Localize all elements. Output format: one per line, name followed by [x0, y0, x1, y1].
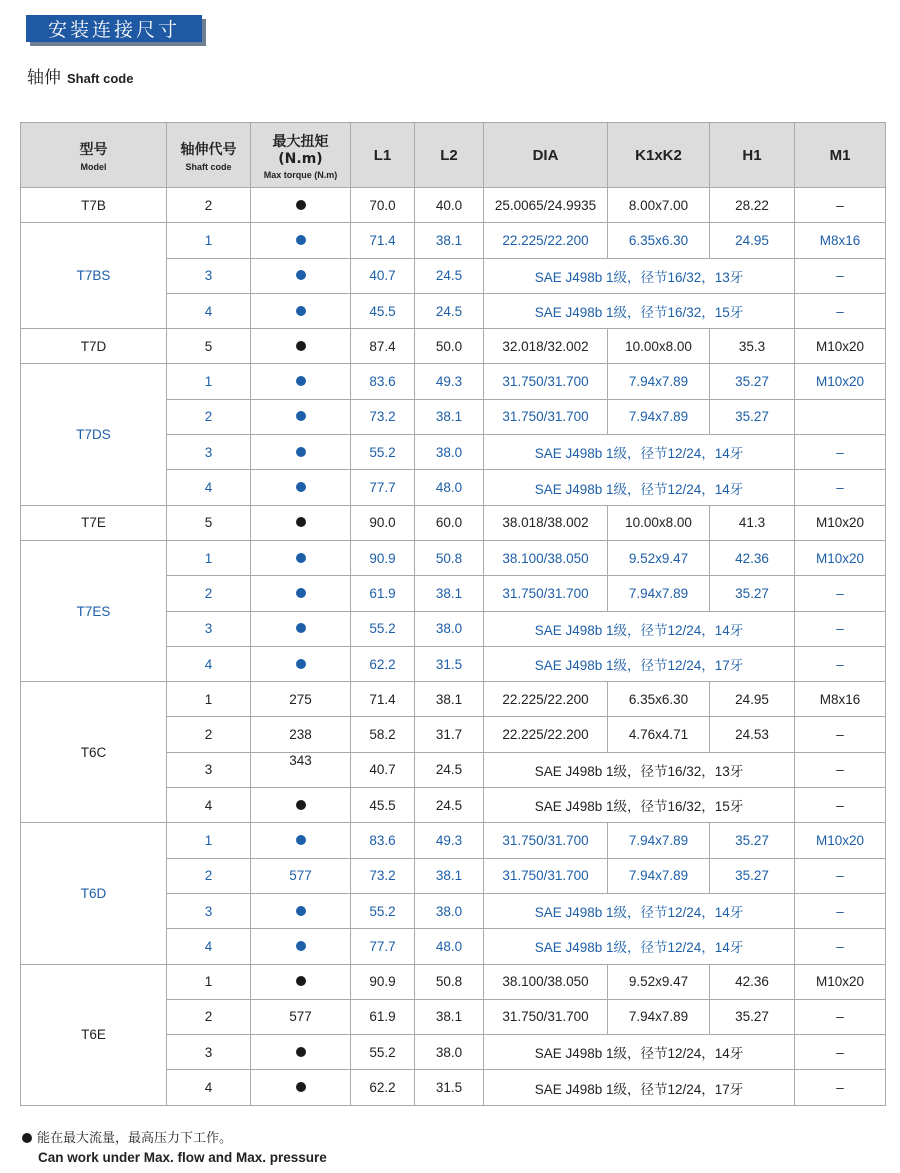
header-dia: DIA: [484, 123, 608, 188]
header-m1: M1: [795, 123, 886, 188]
torque-cell: [251, 999, 351, 1034]
m1-cell: –: [795, 611, 886, 646]
shaft-code-cell: 3: [167, 893, 251, 928]
model-cell: T6E: [21, 964, 167, 1105]
h1-cell: 28.22: [710, 188, 795, 223]
h1-cell: 35.27: [710, 823, 795, 858]
m1-cell: –: [795, 717, 886, 752]
m1-cell: –: [795, 1070, 886, 1105]
k1xk2-cell: 6.35x6.30: [608, 223, 710, 258]
torque-cell: [251, 823, 351, 858]
torque-cell: [251, 364, 351, 399]
dot-icon: [296, 376, 306, 386]
h1-cell: 35.27: [710, 399, 795, 434]
torque-cell: [251, 964, 351, 999]
l1-cell: 90.0: [351, 505, 415, 540]
torque-cell: [251, 576, 351, 611]
dot-icon: [296, 200, 306, 210]
h1-cell: 35.27: [710, 858, 795, 893]
l1-cell: 73.2: [351, 858, 415, 893]
dot-icon: [296, 411, 306, 421]
model-cell: T7BS: [21, 223, 167, 329]
l2-cell: 31.5: [415, 646, 484, 681]
header-row: [21, 123, 886, 188]
k1xk2-cell: 7.94x7.89: [608, 823, 710, 858]
header-h1: H1: [710, 123, 795, 188]
dot-icon: [296, 941, 306, 951]
table-body: [21, 188, 886, 1106]
torque-cell: [251, 505, 351, 540]
header-shaft-code: 轴伸代号 Shaft code: [167, 123, 251, 188]
dia-cell: 31.750/31.700: [484, 823, 608, 858]
l1-cell: 90.9: [351, 540, 415, 575]
dia-cell: 22.225/22.200: [484, 682, 608, 717]
torque-cell: [251, 1070, 351, 1105]
subtitle: [27, 63, 133, 88]
dia-cell: 31.750/31.700: [484, 999, 608, 1034]
shaft-code-cell: 3: [167, 435, 251, 470]
m1-cell: –: [795, 929, 886, 964]
torque-value: 343: [289, 753, 312, 769]
sae-spec-cell: SAE J498b 1级，径节12/24，14牙: [484, 470, 795, 505]
k1xk2-cell: 9.52x9.47: [608, 964, 710, 999]
l1-cell: 40.7: [351, 258, 415, 293]
h1-cell: 35.27: [710, 999, 795, 1034]
m1-cell: M10x20: [795, 823, 886, 858]
m1-cell: M10x20: [795, 540, 886, 575]
l2-cell: 24.5: [415, 752, 484, 787]
dot-icon: [296, 976, 306, 986]
sae-spec-cell: SAE J498b 1级，径节12/24，14牙: [484, 929, 795, 964]
m1-cell: M10x20: [795, 964, 886, 999]
torque-cell: [251, 893, 351, 928]
l2-cell: 24.5: [415, 293, 484, 328]
shaft-code-cell: 2: [167, 188, 251, 223]
l1-cell: 45.5: [351, 788, 415, 823]
header-max-torque: 最大扭矩 (N.m) Max torque (N.m): [251, 123, 351, 188]
k1xk2-cell: 10.00x8.00: [608, 505, 710, 540]
bullet-icon: [22, 1133, 32, 1143]
l1-cell: 77.7: [351, 929, 415, 964]
shaft-code-cell: 2: [167, 576, 251, 611]
torque-cell: [251, 329, 351, 364]
dot-icon: [296, 588, 306, 598]
sae-spec-cell: SAE J498b 1级，径节16/32，15牙: [484, 788, 795, 823]
dot-icon: [296, 270, 306, 280]
h1-cell: 35.27: [710, 576, 795, 611]
dia-cell: 38.100/38.050: [484, 540, 608, 575]
k1xk2-cell: 10.00x8.00: [608, 329, 710, 364]
l1-cell: 61.9: [351, 999, 415, 1034]
k1xk2-cell: 8.00x7.00: [608, 188, 710, 223]
l1-cell: 70.0: [351, 188, 415, 223]
shaft-code-cell: 4: [167, 788, 251, 823]
k1xk2-cell: 7.94x7.89: [608, 999, 710, 1034]
model-cell: T7DS: [21, 364, 167, 505]
dot-icon: [296, 553, 306, 563]
h1-cell: 35.3: [710, 329, 795, 364]
dia-cell: 31.750/31.700: [484, 858, 608, 893]
h1-cell: 41.3: [710, 505, 795, 540]
sae-spec-cell: SAE J498b 1级，径节16/32，15牙: [484, 293, 795, 328]
model-cell: T7ES: [21, 540, 167, 681]
footnote-zh: [22, 1127, 232, 1146]
dot-icon: [296, 341, 306, 351]
m1-cell: –: [795, 858, 886, 893]
dia-cell: 25.0065/24.9935: [484, 188, 608, 223]
l2-cell: 31.5: [415, 1070, 484, 1105]
sae-spec-cell: SAE J498b 1级，径节12/24，14牙: [484, 611, 795, 646]
torque-cell: [251, 470, 351, 505]
m1-cell: –: [795, 752, 886, 787]
header-model: 型号 Model: [21, 123, 167, 188]
k1xk2-cell: 6.35x6.30: [608, 682, 710, 717]
m1-cell: –: [795, 1035, 886, 1070]
dot-icon: [296, 1047, 306, 1057]
l1-cell: 40.7: [351, 752, 415, 787]
l2-cell: 38.1: [415, 576, 484, 611]
header-l2: L2: [415, 123, 484, 188]
k1xk2-cell: 7.94x7.89: [608, 576, 710, 611]
l2-cell: 31.7: [415, 717, 484, 752]
l2-cell: 50.0: [415, 329, 484, 364]
l1-cell: 62.2: [351, 646, 415, 681]
sae-spec-cell: SAE J498b 1级，径节16/32，13牙: [484, 258, 795, 293]
l2-cell: 38.1: [415, 858, 484, 893]
dot-icon: [296, 1082, 306, 1092]
m1-cell: –: [795, 435, 886, 470]
l1-cell: 55.2: [351, 435, 415, 470]
dot-icon: [296, 306, 306, 316]
shaft-dimensions-table: [20, 122, 886, 1106]
shaft-code-cell: 1: [167, 823, 251, 858]
l1-cell: 62.2: [351, 1070, 415, 1105]
torque-cell: [251, 858, 351, 893]
shaft-code-cell: 2: [167, 717, 251, 752]
sae-spec-cell: SAE J498b 1级，径节16/32，13牙: [484, 752, 795, 787]
l1-cell: 87.4: [351, 329, 415, 364]
torque-cell: [251, 293, 351, 328]
shaft-code-cell: 3: [167, 1035, 251, 1070]
table-row: [21, 223, 886, 258]
l2-cell: 38.1: [415, 399, 484, 434]
model-cell: T6C: [21, 682, 167, 823]
table-row: [21, 364, 886, 399]
torque-cell: [251, 646, 351, 681]
l2-cell: 40.0: [415, 188, 484, 223]
h1-cell: 35.27: [710, 364, 795, 399]
shaft-code-cell: 2: [167, 858, 251, 893]
l2-cell: 38.0: [415, 435, 484, 470]
shaft-code-cell: 1: [167, 364, 251, 399]
l2-cell: 60.0: [415, 505, 484, 540]
shaft-code-cell: 4: [167, 646, 251, 681]
shaft-code-cell: 1: [167, 540, 251, 575]
shaft-code-cell: 4: [167, 929, 251, 964]
torque-cell: [251, 788, 351, 823]
l2-cell: 38.1: [415, 682, 484, 717]
dia-cell: 38.018/38.002: [484, 505, 608, 540]
l2-cell: 24.5: [415, 258, 484, 293]
h1-cell: 42.36: [710, 540, 795, 575]
k1xk2-cell: 4.76x4.71: [608, 717, 710, 752]
dia-cell: 31.750/31.700: [484, 364, 608, 399]
table-row: [21, 823, 886, 858]
dia-cell: 31.750/31.700: [484, 399, 608, 434]
table-row: [21, 329, 886, 364]
shaft-code-cell: 5: [167, 329, 251, 364]
l1-cell: 73.2: [351, 399, 415, 434]
m1-cell: –: [795, 576, 886, 611]
shaft-code-cell: 5: [167, 505, 251, 540]
m1-cell: M10x20: [795, 505, 886, 540]
h1-cell: 24.53: [710, 717, 795, 752]
dia-cell: 22.225/22.200: [484, 717, 608, 752]
dia-cell: 31.750/31.700: [484, 576, 608, 611]
sae-spec-cell: SAE J498b 1级，径节12/24，14牙: [484, 1035, 795, 1070]
m1-cell: [795, 399, 886, 434]
dia-cell: 22.225/22.200: [484, 223, 608, 258]
l1-cell: 45.5: [351, 293, 415, 328]
l1-cell: 90.9: [351, 964, 415, 999]
shaft-code-cell: 1: [167, 682, 251, 717]
m1-cell: M8x16: [795, 223, 886, 258]
l2-cell: 38.1: [415, 999, 484, 1034]
shaft-code-cell: 2: [167, 399, 251, 434]
torque-cell: [251, 435, 351, 470]
m1-cell: –: [795, 258, 886, 293]
l1-cell: 55.2: [351, 893, 415, 928]
table-row: [21, 188, 886, 223]
shaft-code-cell: 1: [167, 964, 251, 999]
torque-cell: [251, 399, 351, 434]
l2-cell: 38.0: [415, 1035, 484, 1070]
l2-cell: 50.8: [415, 964, 484, 999]
l1-cell: 83.6: [351, 823, 415, 858]
m1-cell: M10x20: [795, 329, 886, 364]
torque-value: 238: [289, 727, 312, 743]
m1-cell: –: [795, 188, 886, 223]
torque-cell: [251, 258, 351, 293]
m1-cell: –: [795, 293, 886, 328]
torque-value: 275: [289, 691, 312, 707]
k1xk2-cell: 7.94x7.89: [608, 364, 710, 399]
m1-cell: M10x20: [795, 364, 886, 399]
torque-cell: [251, 752, 351, 787]
shaft-code-cell: 3: [167, 752, 251, 787]
h1-cell: 42.36: [710, 964, 795, 999]
sae-spec-cell: SAE J498b 1级，径节12/24，17牙: [484, 1070, 795, 1105]
torque-cell: [251, 1035, 351, 1070]
l2-cell: 38.0: [415, 893, 484, 928]
table-row: [21, 682, 886, 717]
sae-spec-cell: SAE J498b 1级，径节12/24，14牙: [484, 893, 795, 928]
torque-value: 577: [289, 868, 312, 884]
shaft-code-cell: 3: [167, 258, 251, 293]
l2-cell: 48.0: [415, 929, 484, 964]
h1-cell: 24.95: [710, 223, 795, 258]
shaft-code-cell: 4: [167, 293, 251, 328]
dot-icon: [296, 447, 306, 457]
header-k1xk2: K1xK2: [608, 123, 710, 188]
dot-icon: [296, 235, 306, 245]
dia-cell: 38.100/38.050: [484, 964, 608, 999]
l2-cell: 50.8: [415, 540, 484, 575]
dot-icon: [296, 659, 306, 669]
dot-icon: [296, 517, 306, 527]
model-cell: T7D: [21, 329, 167, 364]
dot-icon: [296, 800, 306, 810]
l1-cell: 71.4: [351, 223, 415, 258]
k1xk2-cell: 9.52x9.47: [608, 540, 710, 575]
m1-cell: –: [795, 999, 886, 1034]
shaft-code-cell: 2: [167, 999, 251, 1034]
subtitle-zh: 轴伸: [27, 68, 61, 88]
shaft-code-cell: 4: [167, 470, 251, 505]
dot-icon: [296, 623, 306, 633]
sae-spec-cell: SAE J498b 1级，径节12/24，17牙: [484, 646, 795, 681]
l2-cell: 38.1: [415, 223, 484, 258]
l1-cell: 55.2: [351, 611, 415, 646]
h1-cell: 24.95: [710, 682, 795, 717]
m1-cell: –: [795, 893, 886, 928]
shaft-code-cell: 3: [167, 611, 251, 646]
l2-cell: 49.3: [415, 823, 484, 858]
table-row: [21, 540, 886, 575]
torque-cell: [251, 682, 351, 717]
m1-cell: –: [795, 470, 886, 505]
dot-icon: [296, 906, 306, 916]
m1-cell: M8x16: [795, 682, 886, 717]
shaft-code-cell: 1: [167, 223, 251, 258]
section-title: 安装连接尺寸: [26, 15, 202, 42]
header-l1: L1: [351, 123, 415, 188]
dia-cell: 32.018/32.002: [484, 329, 608, 364]
dot-icon: [296, 835, 306, 845]
subtitle-en: Shaft code: [67, 71, 134, 86]
torque-cell: [251, 188, 351, 223]
table-row: [21, 505, 886, 540]
l2-cell: 24.5: [415, 788, 484, 823]
table-row: [21, 964, 886, 999]
m1-cell: –: [795, 646, 886, 681]
torque-cell: [251, 223, 351, 258]
m1-cell: –: [795, 788, 886, 823]
model-cell: T7E: [21, 505, 167, 540]
footnote-en: Can work under Max. flow and Max. pressure: [38, 1150, 327, 1165]
l1-cell: 55.2: [351, 1035, 415, 1070]
footnote-zh-text: 能在最大流量，最高压力下工作。: [37, 1131, 233, 1146]
l1-cell: 61.9: [351, 576, 415, 611]
shaft-code-cell: 4: [167, 1070, 251, 1105]
l1-cell: 83.6: [351, 364, 415, 399]
model-cell: T7B: [21, 188, 167, 223]
sae-spec-cell: SAE J498b 1级，径节12/24，14牙: [484, 435, 795, 470]
l2-cell: 48.0: [415, 470, 484, 505]
k1xk2-cell: 7.94x7.89: [608, 399, 710, 434]
torque-cell: [251, 717, 351, 752]
torque-cell: [251, 540, 351, 575]
k1xk2-cell: 7.94x7.89: [608, 858, 710, 893]
model-cell: T6D: [21, 823, 167, 964]
l2-cell: 49.3: [415, 364, 484, 399]
dot-icon: [296, 482, 306, 492]
torque-value: 577: [289, 1009, 312, 1025]
l1-cell: 58.2: [351, 717, 415, 752]
l2-cell: 38.0: [415, 611, 484, 646]
torque-cell: [251, 929, 351, 964]
torque-cell: [251, 611, 351, 646]
l1-cell: 77.7: [351, 470, 415, 505]
l1-cell: 71.4: [351, 682, 415, 717]
